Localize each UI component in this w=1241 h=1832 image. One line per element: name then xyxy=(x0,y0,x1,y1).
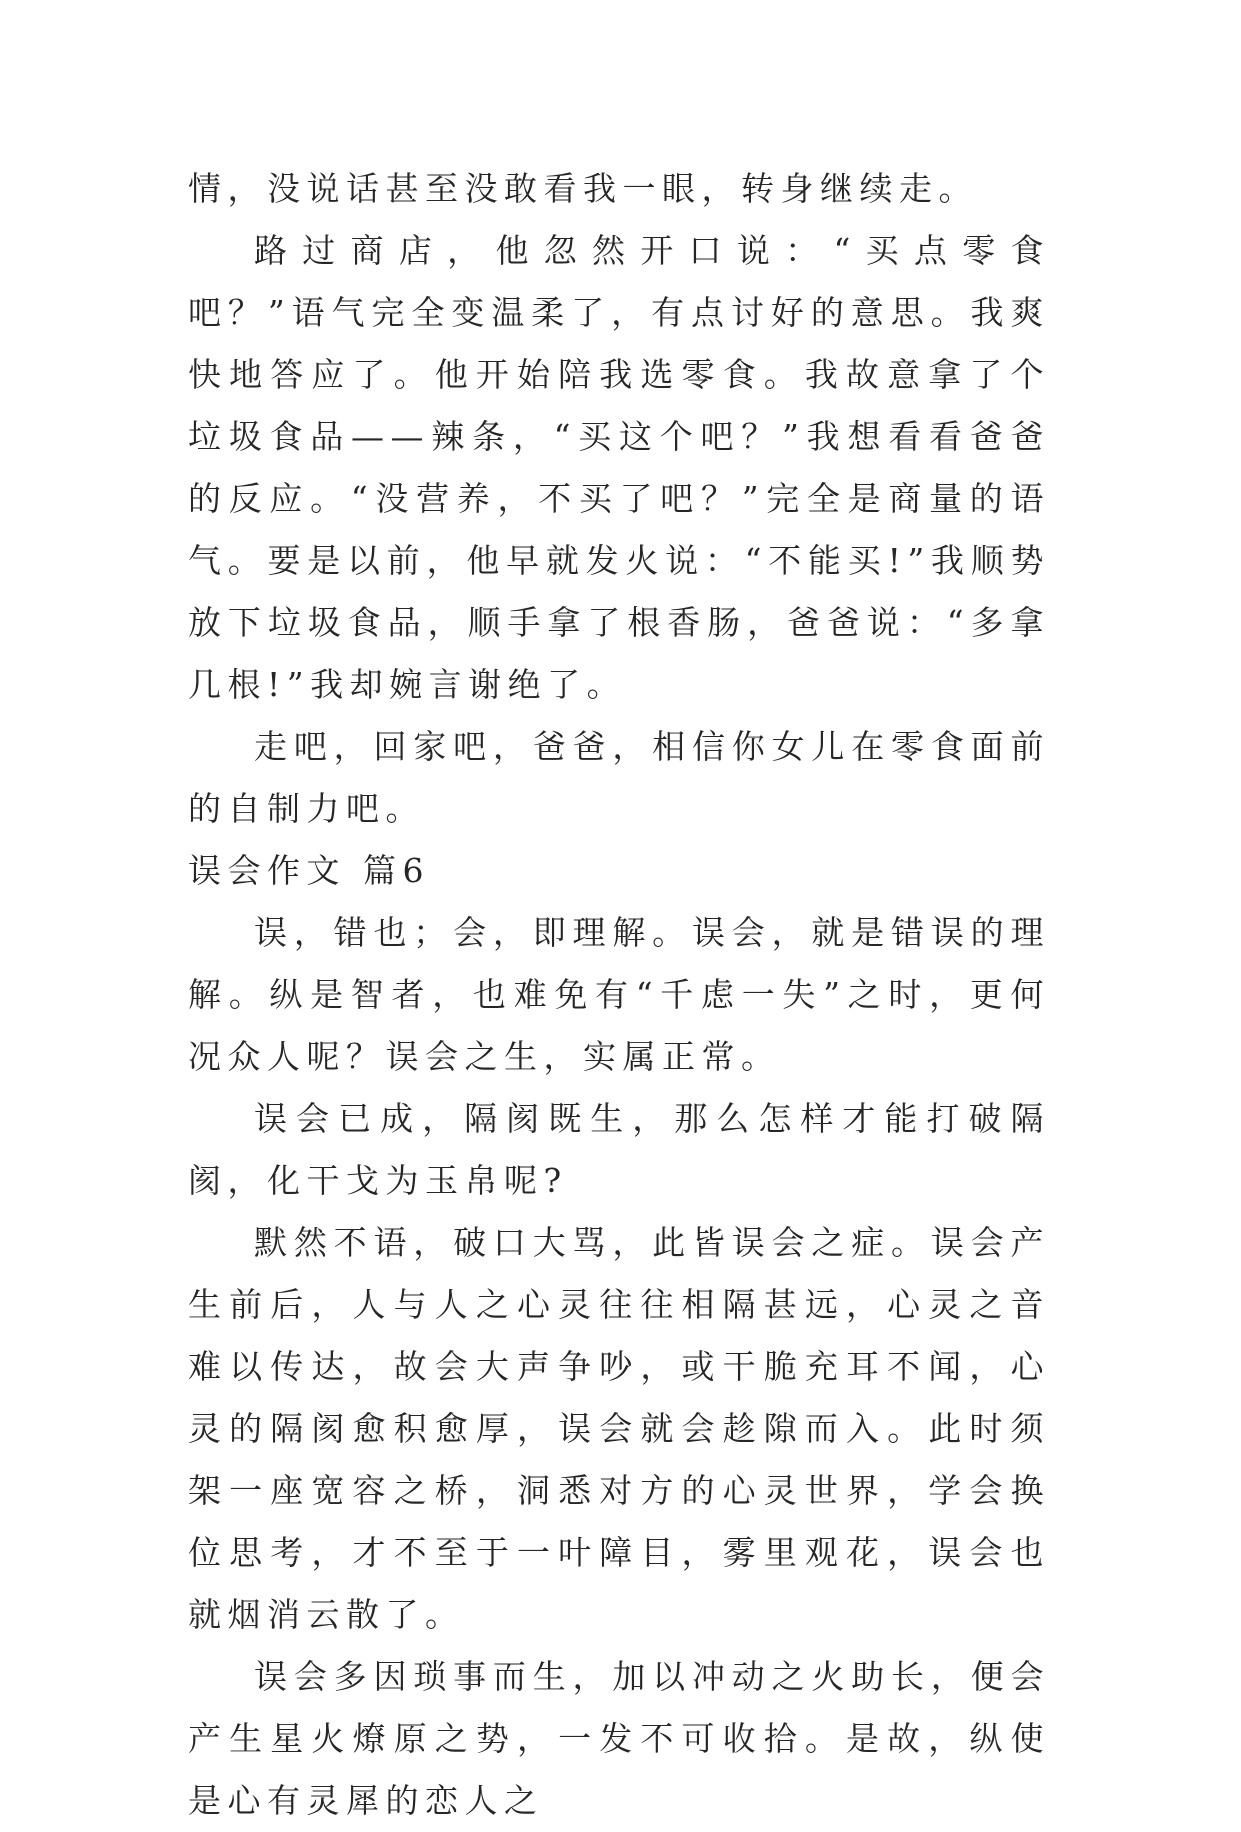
document-body xyxy=(188,158,1050,1832)
paragraph-continuation: 情，没说话甚至没敢看我一眼，转身继续走。 xyxy=(188,169,978,208)
paragraph-go-home: 走吧，回家吧，爸爸，相信你女儿在零食面前的自制力吧。 xyxy=(188,727,1050,828)
paragraph-symptoms: 默然不语，破口大骂，此皆误会之症。误会产生前后，人与人之心灵往往相隔甚远，心灵之音难以传达，故会大声争吵，或干脆充耳不闻，心灵的隔阂愈积愈厚，误会就会趁隙而入。此时须架一座宽容之桥，洞悉对方的心灵世界，学会换位思考，才不至于一叶障目，雾里观花，误会也就烟消云散了。 xyxy=(188,1223,1050,1634)
paragraph-snack-shop: 路过商店，他忽然开口说：“买点零食吧？”语气完全变温柔了，有点讨好的意思。我爽快地答应了。他开始陪我选零食。我故意拿了个垃圾食品——辣条，“买这个吧？”我想看看爸爸的反应。“没营养，不买了吧？”完全是商量的语气。要是以前，他早就发火说：“不能买!”我顺势放下垃圾食品，顺手拿了根香肠，爸爸说：“多拿几根!”我却婉言谢绝了。 xyxy=(188,231,1050,704)
paragraph-definition: 误，错也；会，即理解。误会，就是错误的理解。纵是智者，也难免有“千虑一失”之时，更何况众人呢？误会之生，实属正常。 xyxy=(188,913,1050,1076)
paragraph-question: 误会已成，隔阂既生，那么怎样才能打破隔阂，化干戈为玉帛呢? xyxy=(188,1099,1050,1200)
paragraph-trivial-causes: 误会多因琐事而生，加以冲动之火助长，便会产生星火燎原之势，一发不可收拾。是故，纵使是心有灵犀的恋人之 xyxy=(188,1657,1050,1820)
essay-heading: 误会作文 篇6 xyxy=(188,851,430,890)
